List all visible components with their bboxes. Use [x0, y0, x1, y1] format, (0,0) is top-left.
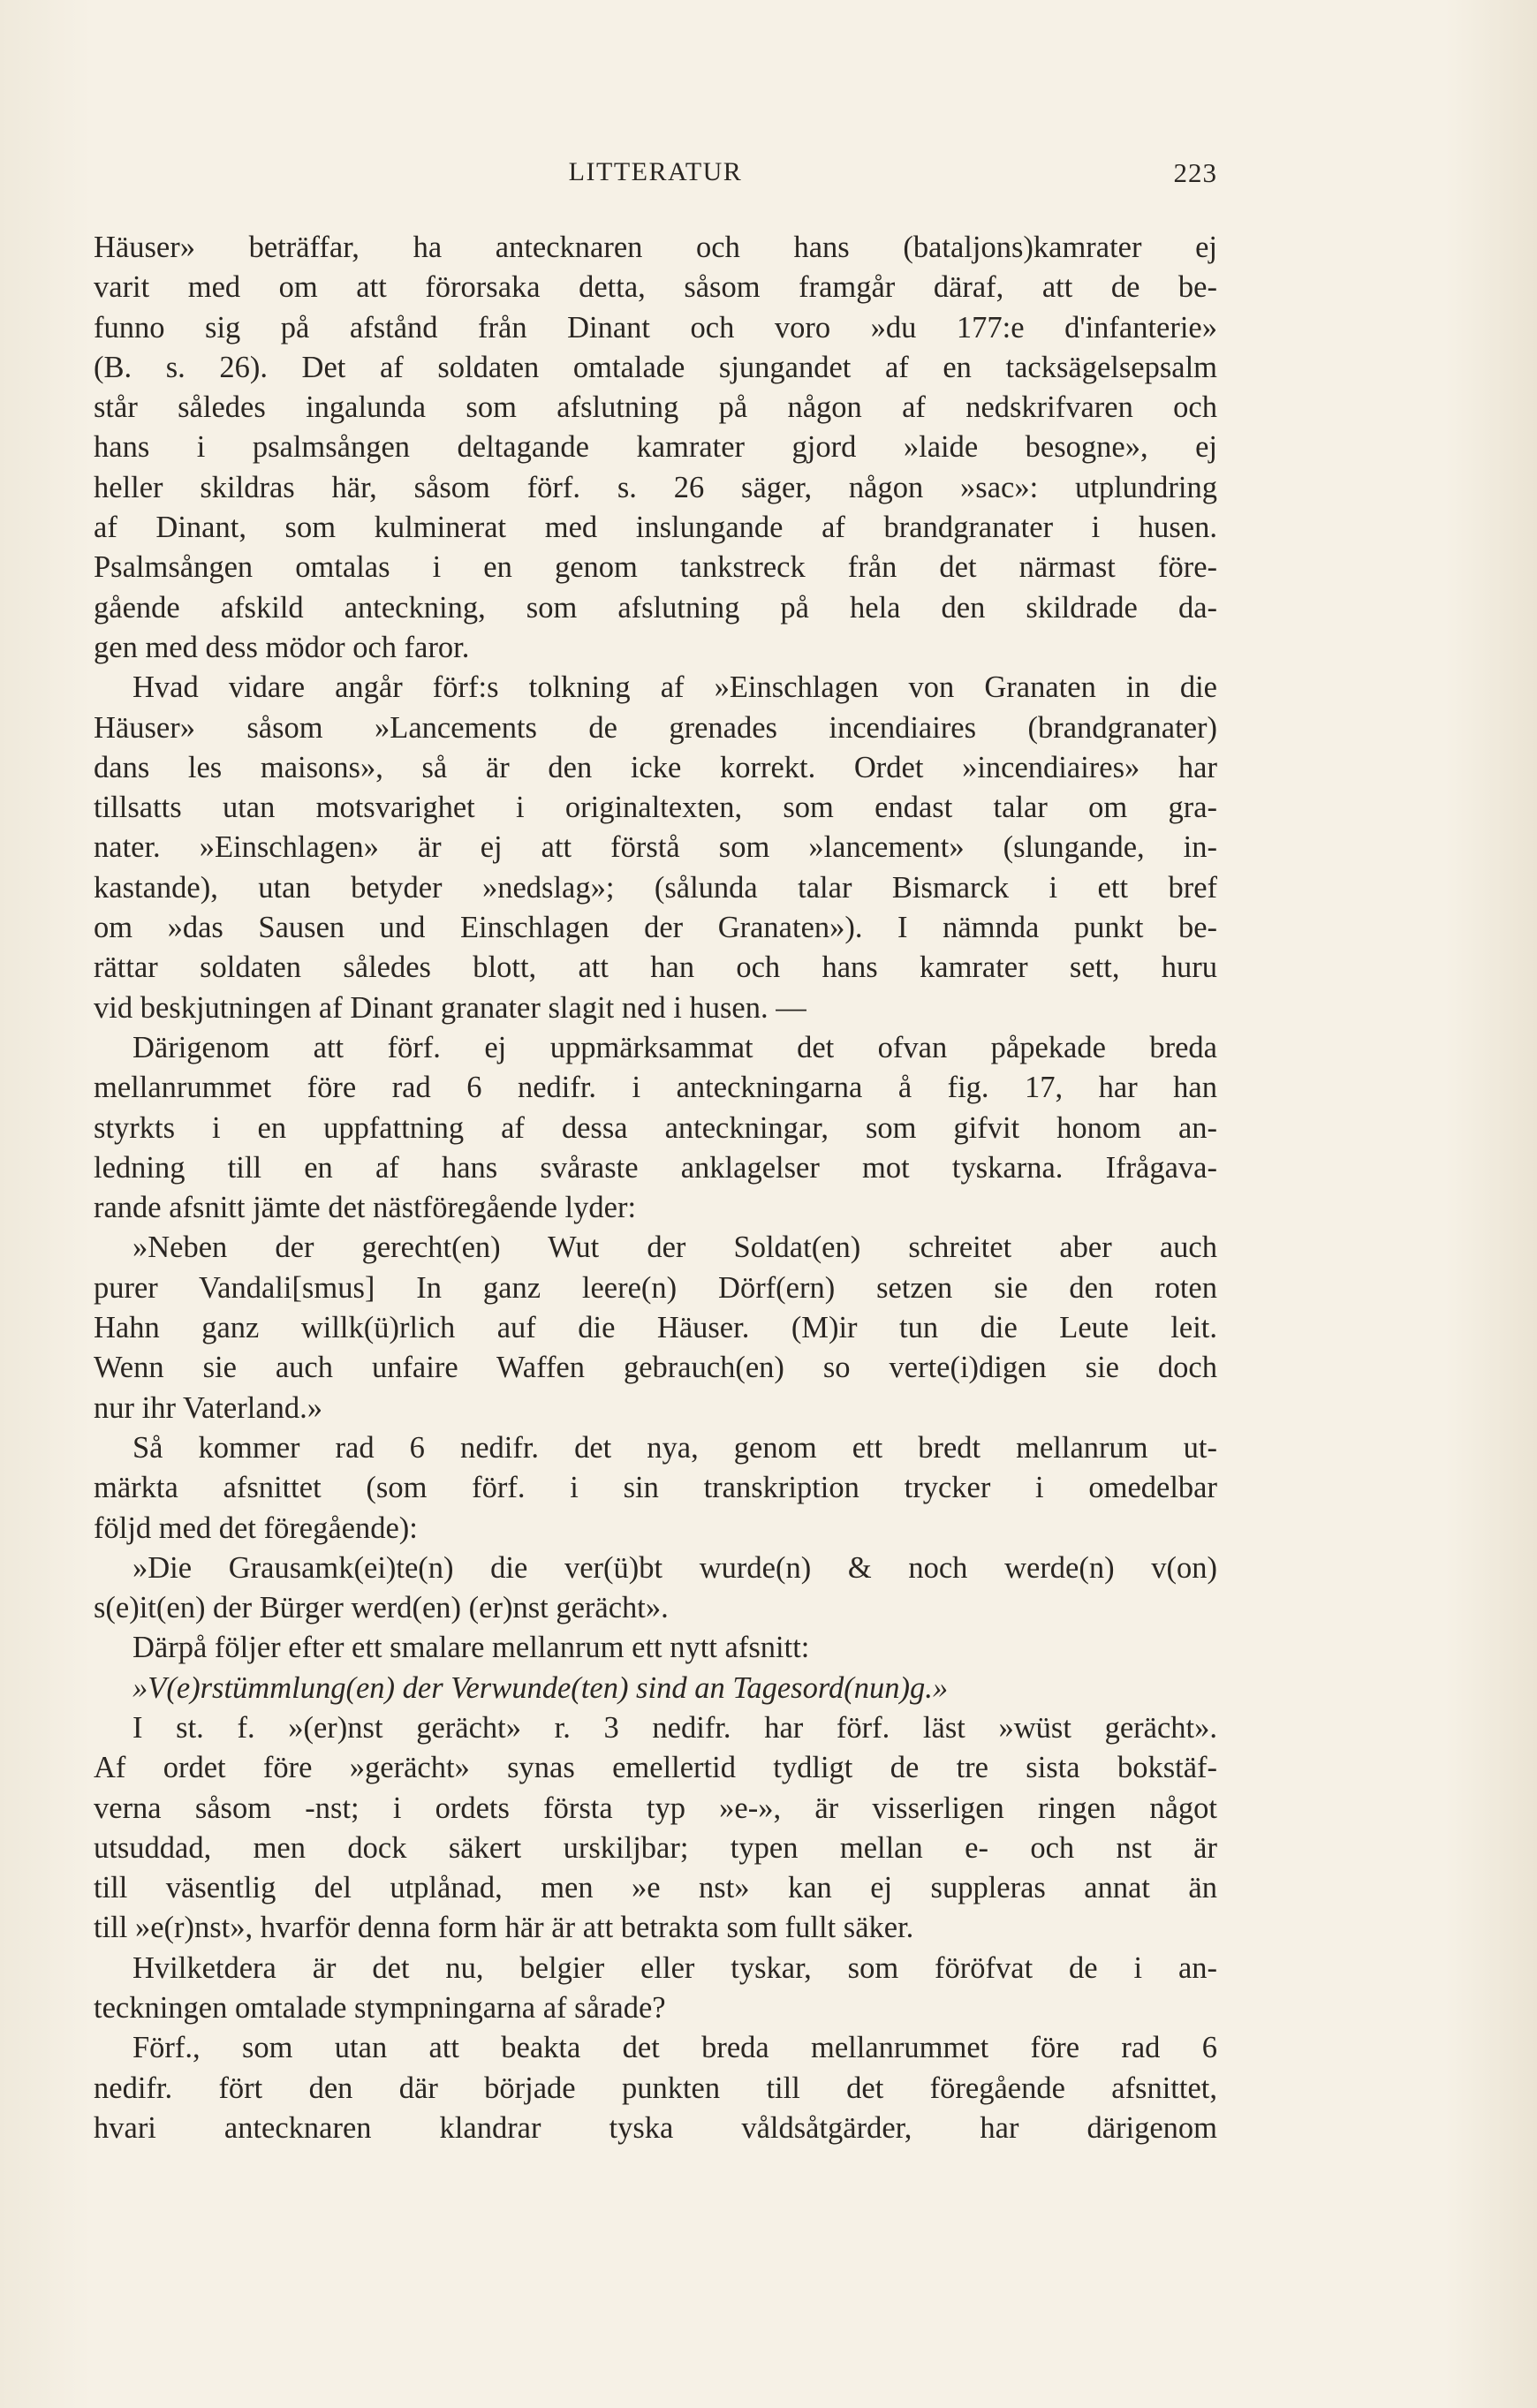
quote-line: purer Vandali[smus] In ganz leere(n) Dörf(ern) setzen sie den roten: [94, 1270, 1217, 1305]
paragraph-first-line: Därigenom att förf. ej uppmärksammat det ofvan påpekade breda: [132, 1030, 1217, 1064]
text-line: Häuser» beträffar, ha antecknaren och hans (bataljons)kamrater ej: [94, 231, 1217, 264]
text-line: Häuser» såsom »Lancements de grenades incendiaires (brandgranater): [94, 710, 1217, 745]
quote-first-line: »Die Grausamk(ei)te(n) die ver(ü)bt wurde(n) & noch werde(n) v(on): [132, 1550, 1217, 1585]
quote-line: nur ihr Vaterland.»: [94, 1390, 323, 1425]
text-line: gen med dess mödor och faror.: [94, 630, 470, 664]
text-line: Psalmsången omtalas i en genom tankstreck från det närmast före-: [94, 550, 1217, 585]
quote-line: Hahn ganz willk(ü)rlich auf die Häuser. (M)ir tun die Leute leit.: [94, 1311, 1217, 1345]
quote-line: s(e)it(en) der Bürger werd(en) (er)nst gerächt».: [94, 1591, 669, 1625]
text-line: mellanrummet före rad 6 nedifr. i anteckningarna å fig. 17, har han: [94, 1071, 1217, 1105]
text-line: af Dinant, som kulminerat med inslungande af brandgranater i husen.: [94, 511, 1217, 545]
text-line: heller skildras här, såsom förf. s. 26 säger, någon »sac»: utplundring: [94, 470, 1217, 504]
text-line: följd med det föregående):: [94, 1511, 418, 1545]
paragraph-first-line: Hvilketdera är det nu, belgier eller tyskar, som föröfvat de i an-: [132, 1950, 1217, 1985]
text-line: Af ordet före »gerächt» synas emellertid tydligt de tre sista bokstäf-: [94, 1751, 1217, 1785]
paragraph-first-line: Förf., som utan att beakta det breda mellanrummet före rad 6: [132, 2031, 1217, 2065]
quote-line: Wenn sie auch unfaire Waffen gebrauch(en) so verte(i)digen sie doch: [94, 1351, 1217, 1385]
page-header: [94, 157, 1217, 196]
text-line: gående afskild anteckning, som afslutning på hela den skildrade da-: [94, 590, 1217, 625]
quote-line: »V(e)rstümmlung(en) der Verwunde(ten) sind an Tagesord(nun)g.»: [132, 1670, 949, 1705]
text-line: dans les maisons», så är den icke korrekt. Ordet »incendiaires» har: [94, 750, 1217, 784]
text-line: funno sig på afstånd från Dinant och voro »du 177:e d'infanterie»: [94, 310, 1217, 345]
text-line: nedifr. fört den där började punkten till det föregående afsnittet,: [94, 2071, 1217, 2105]
text-line: utsuddad, men dock säkert urskiljbar; typen mellan e- och nst är: [94, 1830, 1217, 1865]
text-line: varit med om att förorsaka detta, såsom framgår däraf, att de be-: [94, 270, 1217, 305]
text-line: (B. s. 26). Det af soldaten omtalade sjungandet af en tacksägelsepsalm: [94, 350, 1217, 384]
text-line: hans i psalmsången deltagande kamrater gjord »laide besogne», ej: [94, 430, 1217, 465]
quote-first-line: »Neben der gerecht(en) Wut der Soldat(en) schreitet aber auch: [132, 1231, 1217, 1265]
body-text: [94, 228, 1217, 2148]
paragraph-first-line: I st. f. »(er)nst gerächt» r. 3 nedifr. har förf. läst »wüst gerächt».: [132, 1710, 1217, 1745]
text-line: rande afsnitt jämte det nästföregående lyder:: [94, 1191, 637, 1225]
text-line: hvari antecknaren klandrar tyska våldsåtgärder, har därigenom: [94, 2110, 1217, 2145]
paragraph-first-line: Hvad vidare angår förf:s tolkning af »Einschlagen von Granaten in die: [132, 670, 1217, 705]
text-line: nater. »Einschlagen» är ej att förstå som »lancement» (slungande, in-: [94, 830, 1217, 865]
page-number: 223: [1173, 157, 1217, 188]
text-line: tillsatts utan motsvarighet i originaltexten, som endast talar om gra-: [94, 791, 1217, 825]
text-line: om »das Sausen und Einschlagen der Granaten»). I nämnda punkt be-: [94, 911, 1217, 945]
text-line: till väsentlig del utplånad, men »e nst» kan ej suppleras annat än: [94, 1871, 1217, 1905]
text-line: märkta afsnittet (som förf. i sin transkription trycker i omedelbar: [94, 1471, 1217, 1505]
paragraph-first-line: Därpå följer efter ett smalare mellanrum ett nytt afsnitt:: [132, 1631, 810, 1665]
text-line: ledning till en af hans svåraste anklagelser mot tyskarna. Ifrågava-: [94, 1150, 1217, 1185]
paragraph-first-line: Så kommer rad 6 nedifr. det nya, genom ett bredt mellanrum ut-: [132, 1430, 1217, 1465]
text-line: verna såsom -nst; i ordets första typ »e-», är visserligen ringen något: [94, 1791, 1217, 1825]
text-line: teckningen omtalade stympningarna af sårade?: [94, 1991, 666, 2026]
text-line: kastande), utan betyder »nedslag»; (sålunda talar Bismarck i ett bref: [94, 870, 1217, 905]
text-line: vid beskjutningen af Dinant granater slagit ned i husen. —: [94, 990, 806, 1025]
running-head: LITTERATUR: [568, 157, 743, 186]
text-line: styrkts i en uppfattning af dessa anteckningar, som gifvit honom an-: [94, 1110, 1217, 1145]
text-line: till »e(r)nst», hvarför denna form här är att betrakta som fullt säker.: [94, 1911, 914, 1945]
text-line: rättar soldaten således blott, att han och hans kamrater sett, huru: [94, 950, 1217, 985]
text-line: står således ingalunda som afslutning på någon af nedskrifvaren och: [94, 390, 1217, 425]
